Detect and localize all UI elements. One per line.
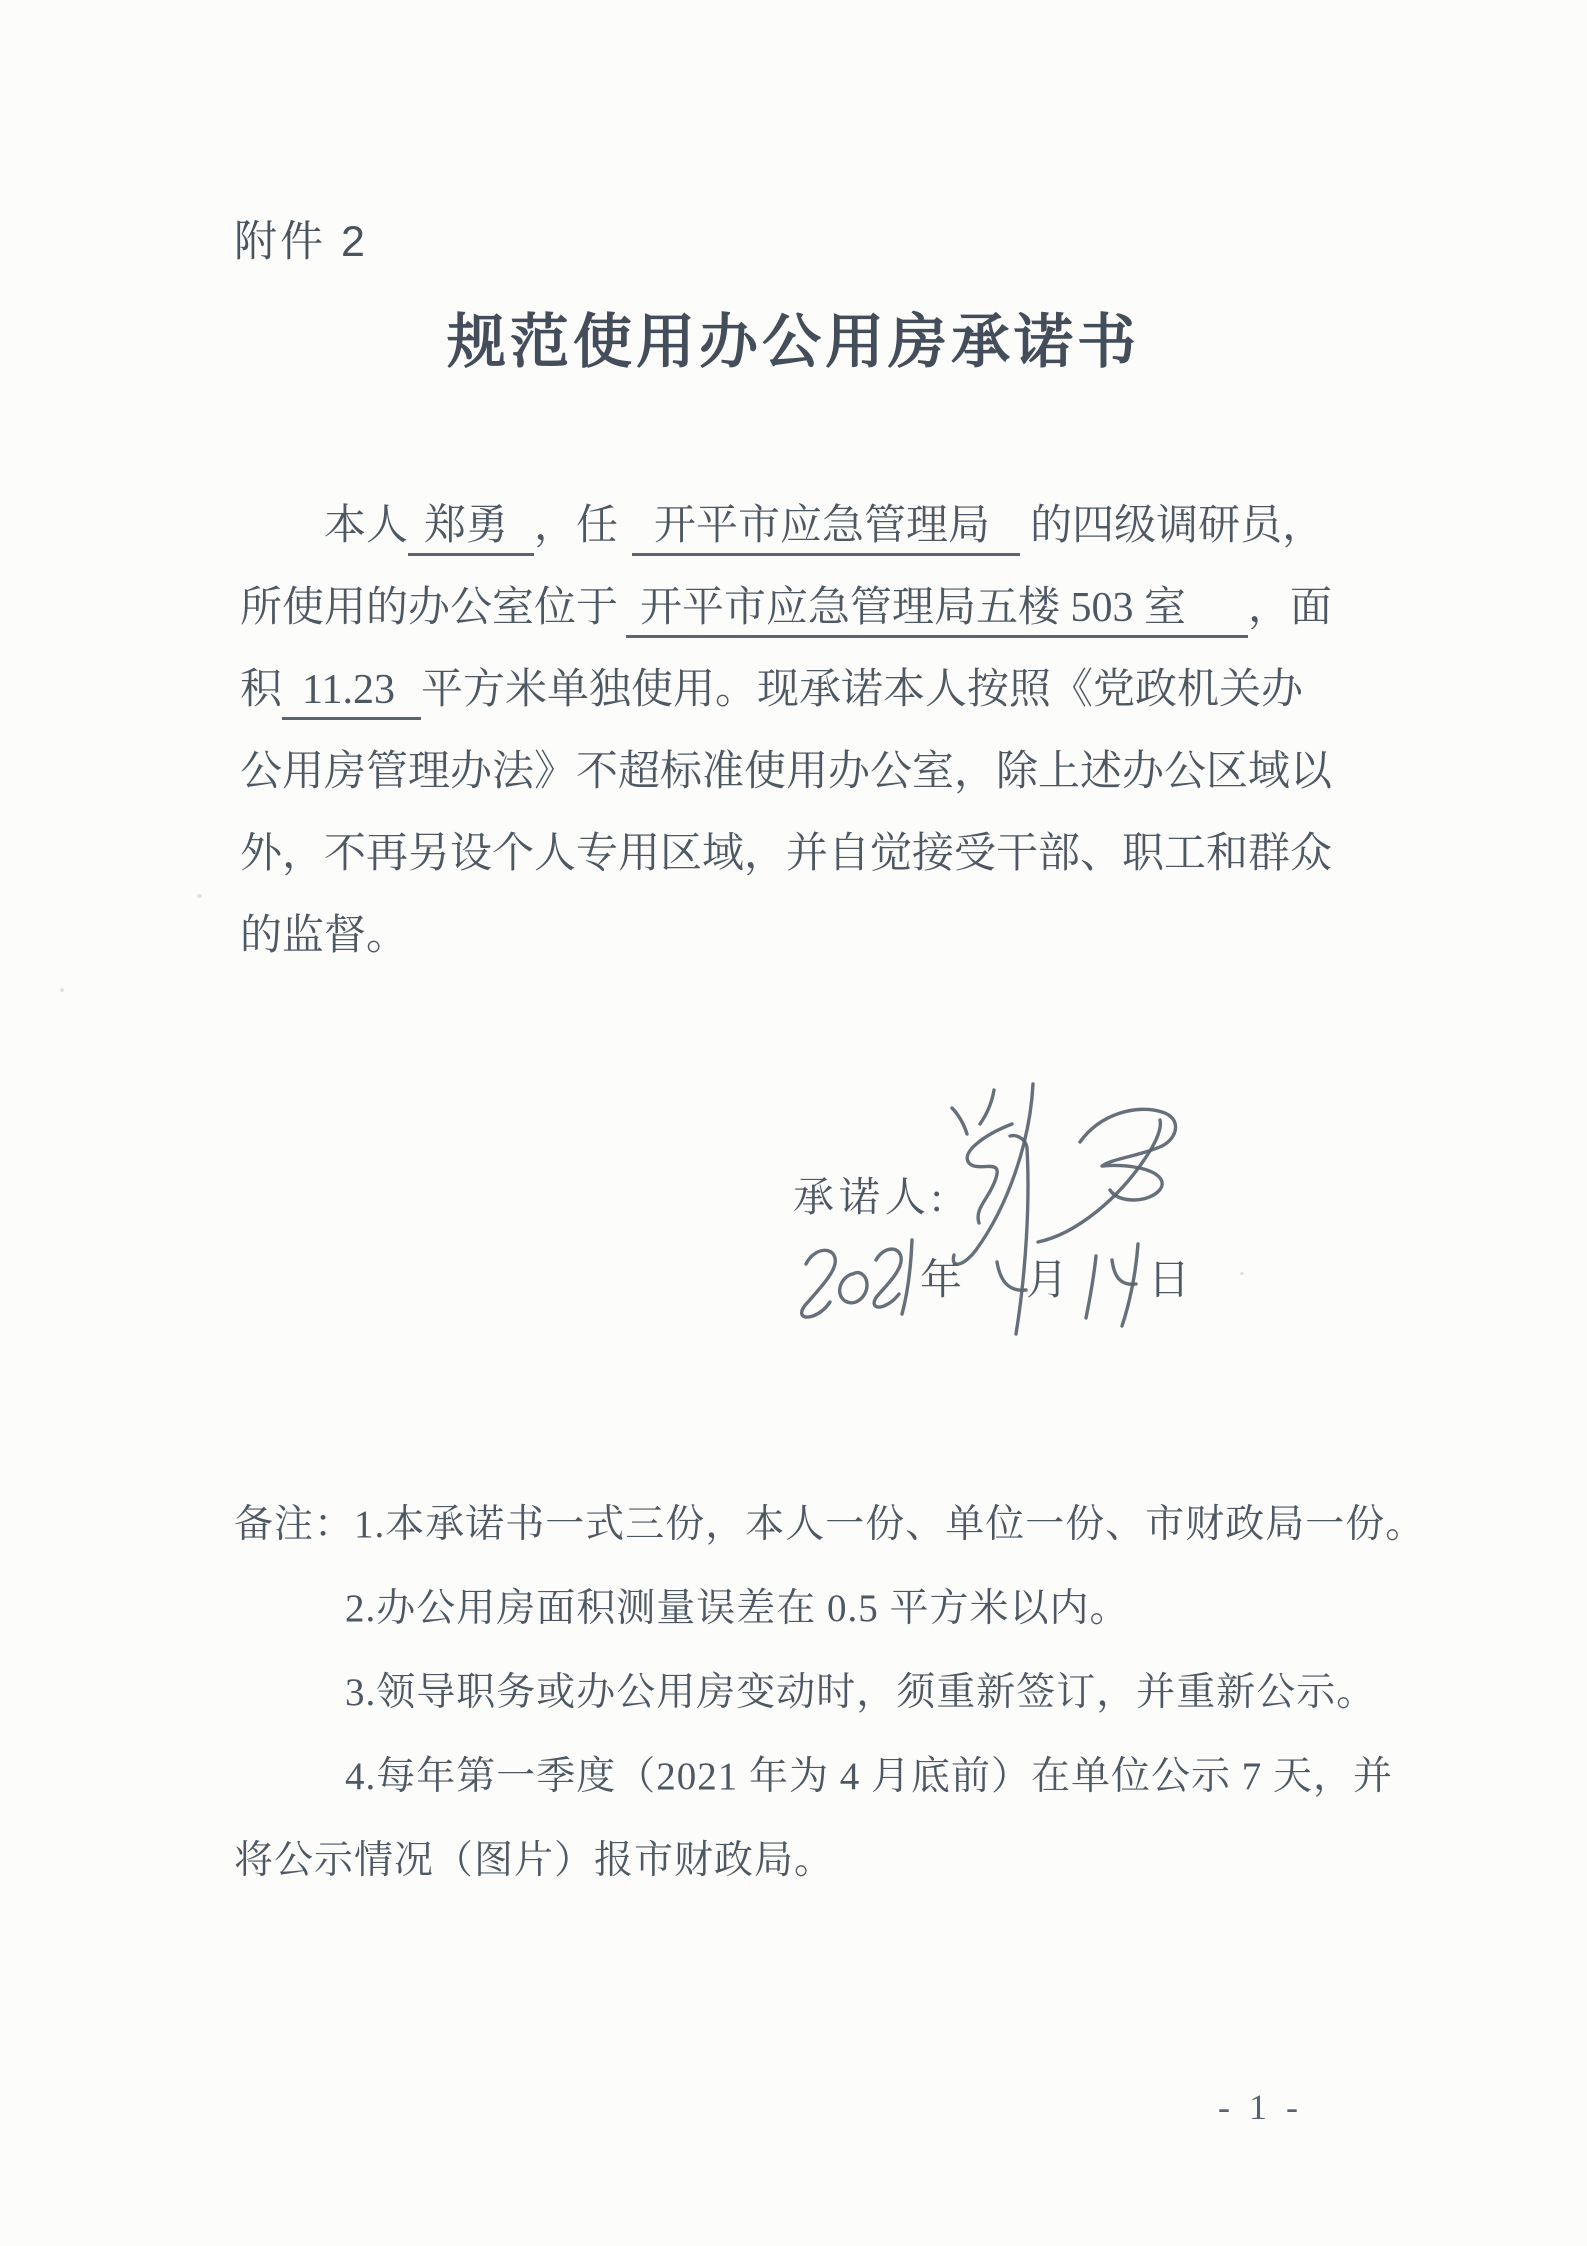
body-line-2 xyxy=(240,567,1350,649)
attachment-label: 附件 2 xyxy=(234,218,368,266)
body-text-segment: ，面 xyxy=(1248,585,1333,631)
area-fill-in: 11.23 xyxy=(282,667,421,720)
remark-3: 3.领导职务或办公用房变动时，须重新签订，并重新公示。 xyxy=(345,1671,1377,1714)
body-line-6: 的监督。 xyxy=(240,913,409,959)
handwritten-year-2021 xyxy=(802,1240,912,1317)
signer-label: 承诺人: xyxy=(793,1174,948,1220)
remarks-block xyxy=(234,1483,1426,1903)
page-number: - 1 - xyxy=(1218,2087,1303,2127)
body-text-segment: 所使用的办公室位于 xyxy=(240,585,619,631)
scan-speck xyxy=(1240,1272,1244,1275)
body-text-segment: 积 xyxy=(240,667,283,713)
body-line-1 xyxy=(240,485,1350,567)
page-title: 规范使用办公用房承诺书 xyxy=(446,309,1140,375)
body-line-3 xyxy=(240,649,1350,731)
body-text-segment: 本人 xyxy=(324,503,409,549)
body-text-segment: 平方米单独使用。现承诺本人按照《党政机关办 xyxy=(420,667,1303,713)
body-text-segment: ，任 xyxy=(534,503,619,549)
office-location-fill-in: 开平市应急管理局五楼 503 室 xyxy=(626,585,1248,638)
scan-speck xyxy=(60,988,64,992)
organization-fill-in: 开平市应急管理局 xyxy=(632,503,1020,556)
remark-1: 备注：1.本承诺书一式三份，本人一份、单位一份、市财政局一份。 xyxy=(234,1503,1426,1546)
date-day-character: 日 xyxy=(1148,1258,1191,1304)
body-line-4: 公用房管理办法》不超标准使用办公室，除上述办公区域以 xyxy=(240,749,1333,795)
handwritten-month-4 xyxy=(997,1136,1028,1334)
remark-2: 2.办公用房面积测量误差在 0.5 平方米以内。 xyxy=(345,1587,1130,1630)
body-line-5: 外，不再另设个人专用区域，并自觉接受干部、职工和群众 xyxy=(240,831,1333,877)
body-text-segment: 的四级调研员， xyxy=(1030,503,1325,549)
scan-speck xyxy=(197,894,202,898)
remark-4: 4.每年第一季度（2021 年为 4 月底前）在单位公示 7 天，并 xyxy=(345,1755,1394,1798)
remark-4-continuation: 将公示情况（图片）报市财政局。 xyxy=(234,1839,835,1882)
name-fill-in: 郑勇 xyxy=(408,503,534,556)
date-month-character: 月 xyxy=(1026,1258,1069,1304)
body-paragraph xyxy=(240,485,1350,977)
date-year-character: 年 xyxy=(920,1258,963,1304)
handwritten-day-14 xyxy=(1086,1244,1138,1326)
handwritten-signature-zheng-yong xyxy=(952,1084,1176,1264)
